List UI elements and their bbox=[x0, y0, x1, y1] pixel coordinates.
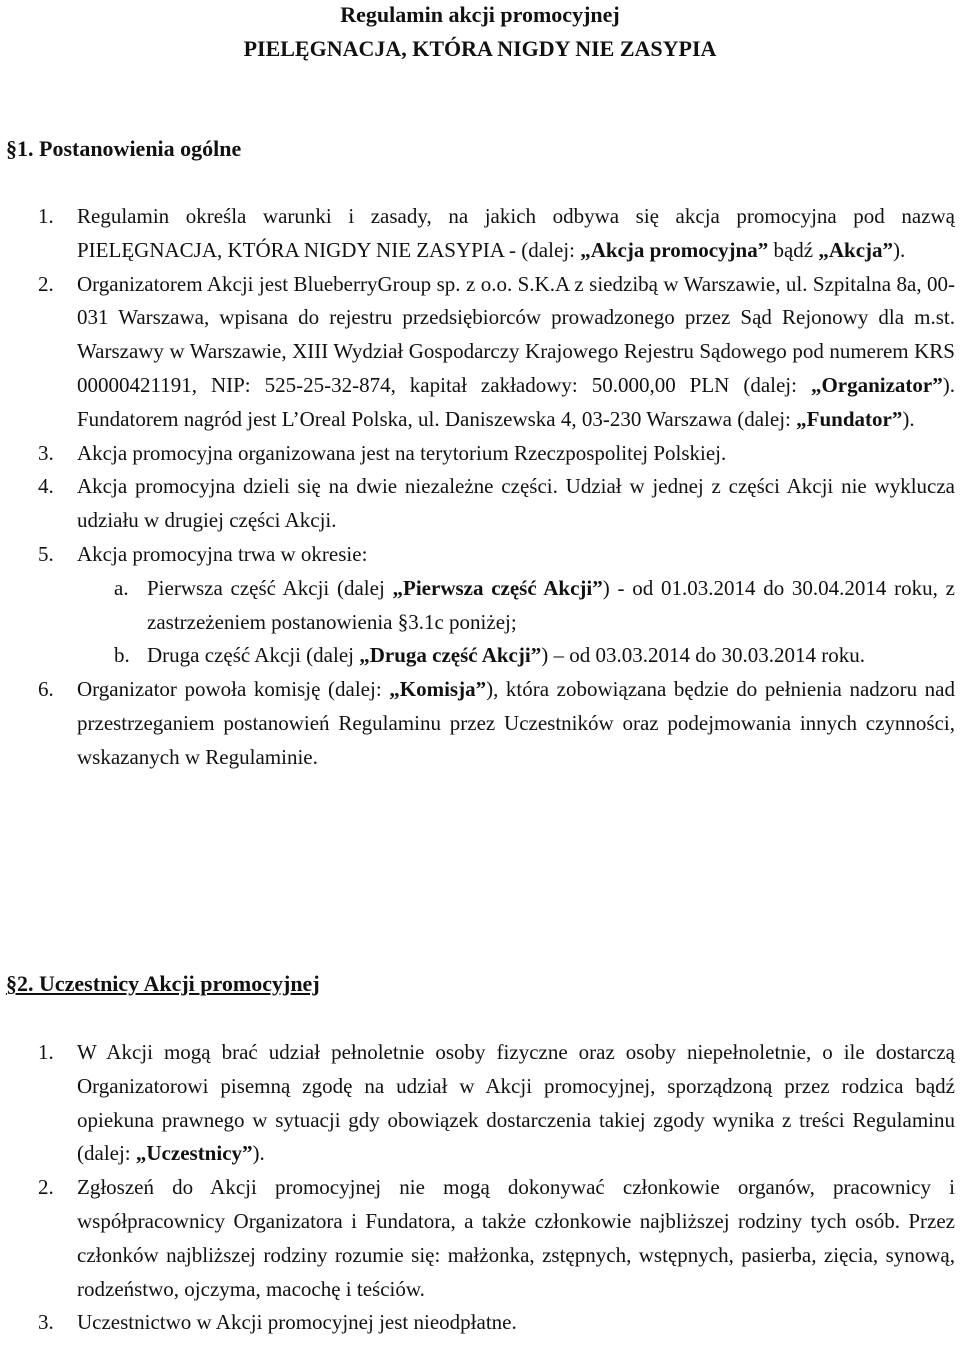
list-item bbox=[6, 200, 955, 268]
item-text: Organizatorem Akcji jest BlueberryGroup sp. z o.o. S.K.A z siedzibą w Warszawie, ul. Szpitalna 8a, 00-031 Warszawa, wpisana do rejestru przedsiębiorców prowadzonego przez Sąd Rejonowy dla m.st. Warszawy w Warszawie, XIII Wydział Gospodarczy Krajowego Rejestru Sądowego pod numerem KRS 00000421191, NIP: 525-25-32-874, kapitał zakładowy: 50.000,00 PLN (dalej: bbox=[77, 271, 955, 397]
item-text: Akcja promocyjna organizowana jest na terytorium Rzeczpospolitej Polskiej. bbox=[77, 440, 727, 465]
item-number: 2. bbox=[38, 1175, 54, 1200]
defined-term: „Fundator” bbox=[796, 406, 903, 431]
item-number: 2. bbox=[38, 271, 54, 296]
item-text: W Akcji mogą brać udział pełnoletnie osoby fizyczne oraz osoby niepełnoletnie, o ile dostarczą Organizatorowi pisemną zgodę na udział w Akcji promocyjnej, sporządzoną przez rodzica bądź opiekuna prawnego w sytuacji gdy obowiązek dostarczenia takiej zgody wynika z treści Regulaminu (dalej: bbox=[77, 1040, 955, 1166]
document-title-line1: Regulamin akcji promocyjnej bbox=[340, 2, 620, 27]
sub-item-text: Druga część Akcji (dalej bbox=[147, 643, 360, 668]
list-item bbox=[6, 538, 955, 673]
sub-item-letter: a. bbox=[114, 575, 129, 600]
item-text: Akcja promocyjna trwa w okresie: bbox=[77, 541, 368, 566]
item-number: 6. bbox=[38, 677, 54, 702]
section-2-heading: §2. Uczestnicy Akcji promocyjnej bbox=[6, 971, 320, 996]
sub-list bbox=[77, 572, 955, 673]
defined-term: „Akcja” bbox=[818, 237, 894, 262]
section-1-heading: §1. Postanowienia ogólne bbox=[6, 136, 242, 161]
defined-term: „Akcja promocyjna” bbox=[580, 237, 769, 262]
sub-item-letter: b. bbox=[114, 643, 130, 668]
list-item bbox=[6, 1306, 955, 1340]
list-item bbox=[6, 1171, 955, 1306]
item-number: 4. bbox=[38, 474, 54, 499]
section-2-list bbox=[6, 1036, 955, 1340]
defined-term: „Pierwsza część Akcji” bbox=[392, 575, 603, 600]
item-text: Uczestnictwo w Akcji promocyjnej jest nieodpłatne. bbox=[77, 1310, 517, 1335]
item-text: Regulamin określa warunki i zasady, na jakich odbywa się akcja promocyjna pod nazwą PIELĘGNACJA, KTÓRA NIGDY NIE ZASYPIA - (dalej: bbox=[77, 204, 955, 262]
item-text: Zgłoszeń do Akcji promocyjnej nie mogą dokonywać członkowie organów, pracownicy i współpracownicy Organizatora i Fundatora, a także członkowie najbliższej rodziny tych osób. Przez członków najbliższej rodziny rozumie się: małżonka, zstępnych, wstępnych, pasierba, zięcia, synową, rodzeństwo, ojczyma, macochę i teściów. bbox=[77, 1175, 955, 1301]
item-text: bądź bbox=[768, 237, 819, 262]
item-number: 1. bbox=[38, 204, 54, 228]
item-text: ), która zobowiązana będzie do pełnienia nadzoru nad przestrzeganiem postanowień Regulaminu przez Uczestników oraz podejmowania innych czynności, wskazanych w Regulaminie. bbox=[77, 677, 956, 769]
item-number: 1. bbox=[38, 1040, 54, 1064]
item-text: Akcja promocyjna dzieli się na dwie niezależne części. Udział w jednej z części Akcji nie wyklucza udziału w drugiej części Akcji. bbox=[77, 474, 955, 533]
defined-term: „Druga część Akcji” bbox=[359, 643, 542, 668]
sub-list-item bbox=[77, 572, 955, 640]
list-item bbox=[6, 268, 955, 437]
item-number: 3. bbox=[38, 440, 54, 465]
sub-list-item bbox=[77, 639, 955, 673]
item-text: Organizator powoła komisję (dalej: bbox=[77, 677, 390, 702]
section-1-list bbox=[6, 200, 955, 775]
item-text: ). Fundatorem nagród jest L’Oreal Polska, ul. Daniszewska 4, 03-230 Warszawa (dalej: bbox=[77, 372, 955, 431]
list-item bbox=[6, 470, 955, 538]
document-title-line2: PIELĘGNACJA, KTÓRA NIGDY NIE ZASYPIA bbox=[243, 36, 717, 61]
list-item bbox=[6, 673, 955, 774]
item-number: 3. bbox=[38, 1310, 54, 1335]
list-item bbox=[6, 1036, 955, 1171]
item-text: ). bbox=[252, 1141, 265, 1166]
item-number: 5. bbox=[38, 541, 54, 566]
defined-term: „Organizator” bbox=[810, 372, 943, 397]
item-text: ). bbox=[902, 406, 915, 431]
sub-item-text: Pierwsza część Akcji (dalej bbox=[147, 575, 393, 600]
sub-item-text: ) – od 03.03.2014 do 30.03.2014 roku. bbox=[541, 643, 865, 668]
defined-term: „Komisja” bbox=[389, 677, 487, 702]
item-text: ). bbox=[893, 237, 906, 262]
defined-term: „Uczestnicy” bbox=[135, 1141, 253, 1166]
list-item bbox=[6, 437, 955, 471]
sub-item-text: ) - od 01.03.2014 do 30.04.2014 roku, z zastrzeżeniem postanowienia §3.1c poniżej; bbox=[147, 575, 955, 634]
